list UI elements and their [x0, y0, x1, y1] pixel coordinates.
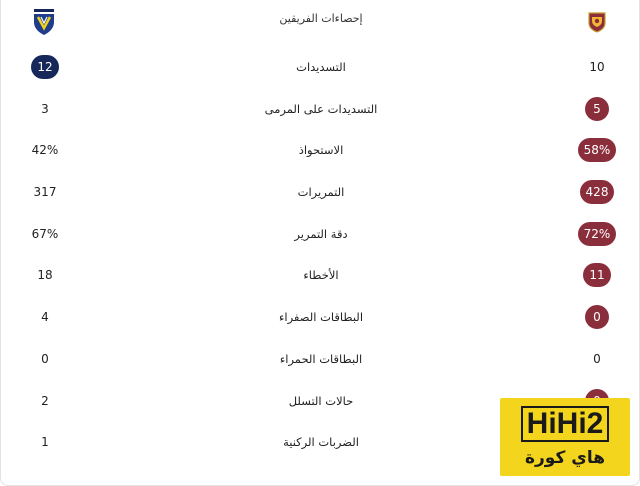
home-value: 428	[567, 185, 627, 204]
watermark-brand: HiHi2	[500, 406, 630, 442]
stat-label: التسديدات	[296, 60, 346, 74]
away-value: 2	[41, 393, 49, 408]
stat-label: البطاقات الصفراء	[278, 310, 364, 325]
away-value: 3	[41, 101, 49, 116]
away-value: 67%	[31, 226, 59, 241]
stats-header	[1, 0, 640, 40]
home-value: 58%	[567, 143, 627, 162]
as-roma-crest-icon	[587, 11, 607, 33]
hellas-verona-crest-icon	[31, 8, 57, 36]
home-value: 10	[589, 60, 605, 74]
stat-label: الأخطاء	[303, 268, 339, 283]
stat-label: الاستحواذ	[298, 143, 344, 158]
stat-label: التمريرات	[297, 185, 345, 200]
stat-row-yellow-cards	[1, 296, 640, 338]
away-value: 12	[15, 60, 75, 79]
watermark-subtitle: هاي كورة	[524, 448, 606, 468]
stat-label: دقة التمرير	[294, 226, 348, 241]
stat-row-shots	[1, 46, 640, 88]
stat-label: الضربات الركنية	[283, 435, 359, 450]
stat-label: التسديدات على المرمى	[264, 101, 378, 116]
home-value: 11	[567, 268, 627, 287]
stat-label: البطاقات الحمراء	[279, 351, 363, 366]
away-value: 18	[37, 268, 53, 283]
away-value: 317	[33, 185, 57, 200]
stat-row-fouls	[1, 254, 640, 296]
home-value: 0	[567, 310, 627, 329]
stat-row-red-cards	[1, 338, 640, 380]
stat-label: حالات التسلل	[288, 393, 354, 408]
hihi2-watermark-logo	[500, 398, 630, 476]
stat-row-passes	[1, 171, 640, 213]
home-value: 5	[567, 102, 627, 121]
away-value: 42%	[31, 143, 59, 158]
stat-row-pass-accuracy	[1, 213, 640, 255]
stat-row-shots-on-target	[1, 88, 640, 130]
away-value: 0	[41, 351, 49, 366]
away-value: 1	[41, 435, 49, 450]
stats-title: إحصاءات الفريقين	[279, 12, 363, 25]
home-value: 0	[593, 351, 601, 366]
home-value: 72%	[567, 227, 627, 246]
stat-row-possession	[1, 129, 640, 171]
away-value: 4	[41, 310, 49, 325]
